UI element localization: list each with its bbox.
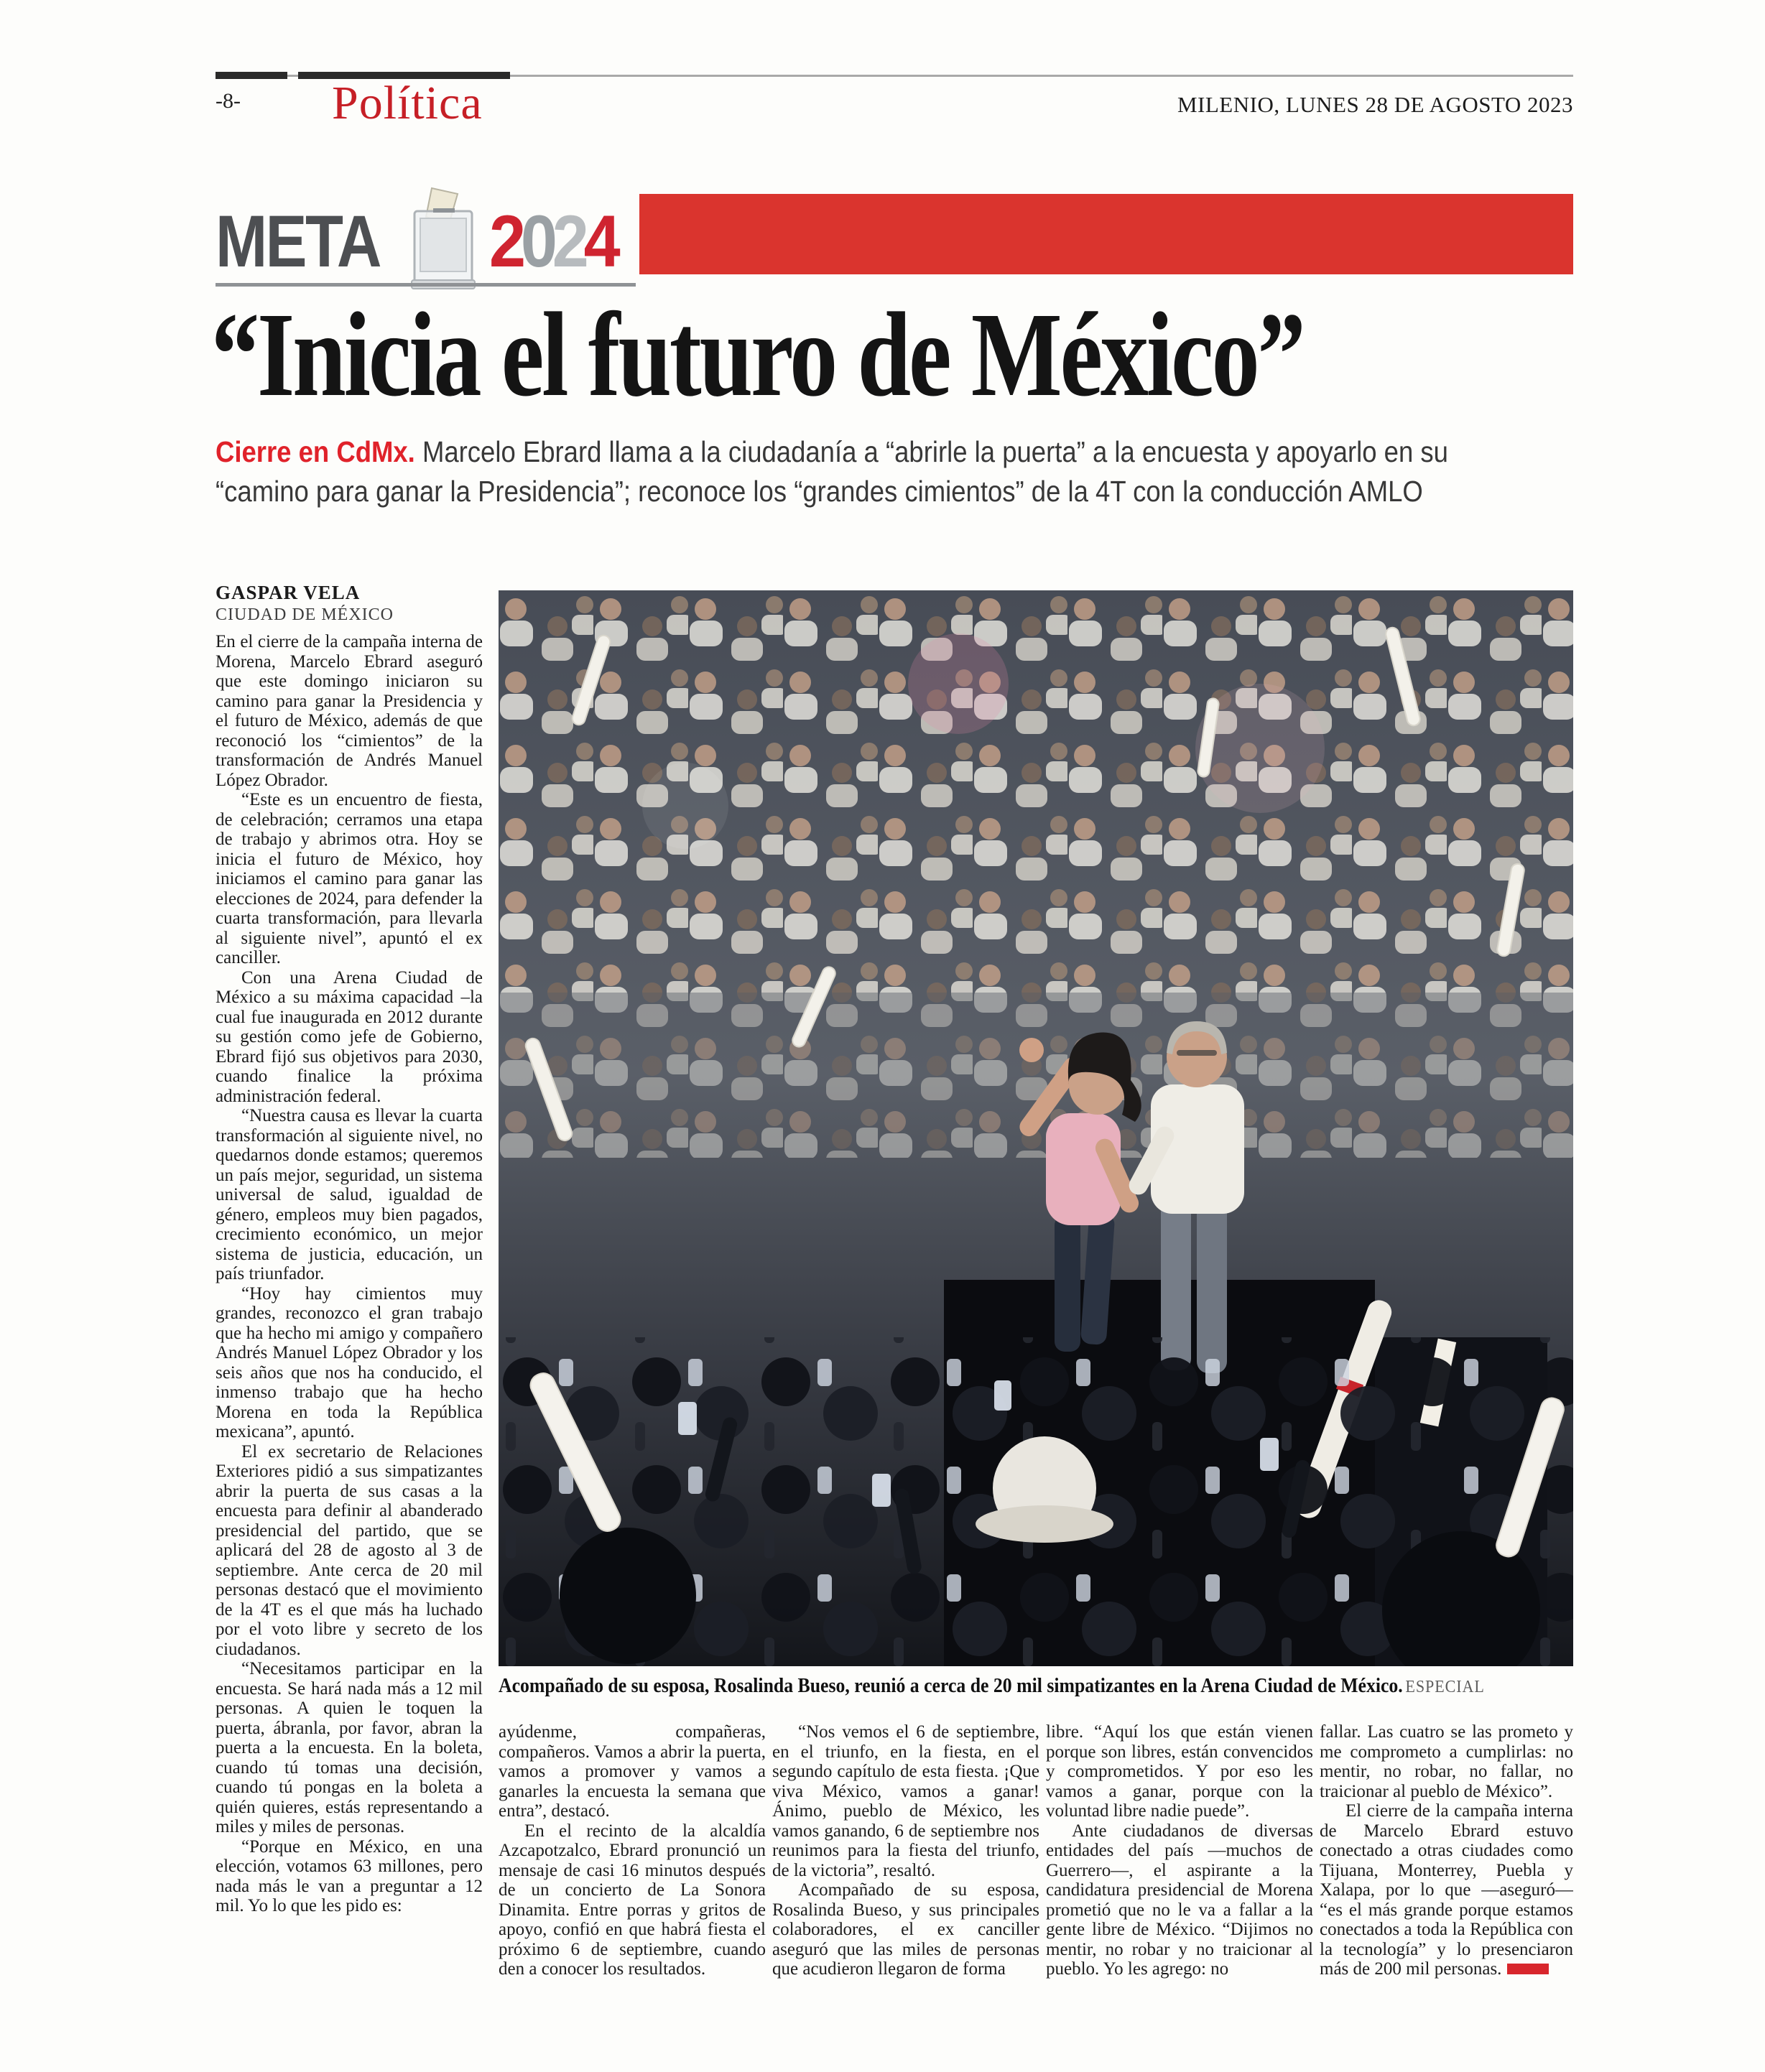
- paragraph: fallar. Las cuatro se las prometo y me comprometo a cumplirlas: no mentir, no robar, no fallar, no traicionar al pueblo de México”.: [1320, 1722, 1573, 1801]
- article-column-5: [1320, 1722, 1573, 2010]
- article-column-1: [216, 632, 483, 2010]
- arena-photo: [499, 590, 1573, 1666]
- edition-dateline: MILENIO, LUNES 28 DE AGOSTO 2023: [1177, 92, 1573, 117]
- paragraph: Ante ciudadanos de diversas entidades del país —muchos de Guerrero—, el aspirante a la candidatura presidencial de Morena prometió que no le va a fallar a la gente libre de México. “Dijimos no mentir, no robar y no traicionar al pueblo. Yo les agrego: no: [1046, 1821, 1313, 1979]
- paragraph: Acompañado de su esposa, Rosalinda Bueso, y sus principales colaboradores, el ex canciller aseguró que las miles de personas que acudieron llegaron de forma: [772, 1880, 1039, 1979]
- page-number: -8-: [216, 89, 241, 113]
- deck-text-1: Marcelo Ebrard llama a la ciudadanía a “abrirle la puerta” a la encuesta y apoyarlo en su: [414, 435, 1448, 468]
- byline-location: CIUDAD DE MÉXICO: [216, 605, 394, 624]
- meta-year: [489, 200, 615, 284]
- meta-2024-red-bar: [639, 194, 1573, 274]
- paragraph: Con una Arena Ciudad de México a su máxima capacidad –la cual fue inaugurada en 2012 durante su gestión como jefe de Gobierno, Ebrard fijó sus objetivos para 2030, cuando finalice la próxima administración federal.: [216, 967, 483, 1106]
- paragraph: “Porque en México, en una elección, votamos 63 millones, pero nada más le van a preguntar a 12 mil. Yo lo que les pido es:: [216, 1836, 483, 1915]
- headline-text: “Inicia el futuro de México”: [211, 288, 1304, 422]
- deck: [216, 435, 1577, 514]
- header-rule-accent-left: [216, 72, 287, 79]
- paragraph: ayúdenme, compañeras, compañeros. Vamos a abrir la puerta, vamos a promover y vamos a ganarles la encuesta la semana que entra”, destacó.: [499, 1722, 766, 1821]
- digit-4: 4: [583, 200, 616, 282]
- paragraph: libre. “Aquí los que están vienen porque son libres, están convencidos y comprometidos. Y por eso les vamos a ganar, porque con la voluntad libre nadie puede”.: [1046, 1722, 1313, 1821]
- article-column-3: [772, 1722, 1039, 2010]
- paragraph: El ex secretario de Relaciones Exteriores pidió a sus simpatizantes abrir la puerta de sus casas a la encuesta para definir al abanderado presidencial del partido, que se aplicará del 28 de agosto al 3 de septiembre. Ante cerca de 20 mil personas destacó que el movimiento de la 4T es el que más ha luchado por el voto libre y secreto de los ciudadanos.: [216, 1441, 483, 1659]
- deck-text-2: “camino para ganar la Presidencia”; reconoce los “grandes cimientos” de la 4T con la conducción AMLO: [216, 475, 1423, 508]
- article-column-4: [1046, 1722, 1313, 2010]
- paragraph: “Este es un encuentro de fiesta, de celebración; cerramos una etapa de trabajo y abrimos otra. Hoy se inicia el futuro de México, hoy iniciamos el camino para ganar las elecciones de 2024, para defender la cuarta transformación, para llevarla al siguiente nivel”, apuntó el ex canciller.: [216, 790, 483, 967]
- deck-kicker: Cierre en CdMx.: [216, 435, 415, 468]
- paragraph: “Nuestra causa es llevar la cuarta transformación al siguiente nivel, no quedarnos donde estamos; queremos un país mejor, seguridad, un sistema universal de salud, igualdad de género, empleos muy bien pagados, crecimiento económico, un mejor sistema de justicia, educación, un país triunfador.: [216, 1106, 483, 1283]
- deck-line-2: [216, 475, 1577, 514]
- deck-line-1: [216, 435, 1577, 475]
- paragraph: “Nos vemos el 6 de septiembre, en el triunfo, en la fiesta, en el segundo capítulo de esta fiesta. ¡Que viva México, vamos a ganar! Ánimo, pueblo de México, les vamos ganando, 6 de septiembre nos reunimos para la fiesta del triunfo, de la victoria”, resaltó.: [772, 1722, 1039, 1880]
- headline: [211, 286, 1576, 437]
- digit-2: 2: [489, 200, 522, 282]
- arena-photo-illustration: [499, 590, 1573, 1666]
- paragraph: En el recinto de la alcaldía Azcapotzalco, Ebrard pronunció un mensaje de casi 16 minutos después de un concierto de La Sonora Dinamita. Entre porras y gritos de apoyo, confió en que habrá fiesta el próximo 6 de septiembre, cuando den a conocer los resultados.: [499, 1821, 766, 1979]
- paragraph: [1320, 1801, 1573, 1979]
- paragraph-text: El cierre de la campaña interna de Marcelo Ebrard estuvo conectado a otras ciudades como Tijuana, Monterrey, Puebla y Xalapa, por lo que —aseguró— “es el más grande porque estamos conectados a toda la República con la tecnología” y lo presenciaron más de 200 mil personas.: [1320, 1801, 1573, 1979]
- paragraph: “Necesitamos participar en la encuesta. Se hará nada más a 12 mil personas. A quien le toquen la puerta, ábranla, por favor, abran la puerta a la encuesta. En la boleta, cuando tú tomas una decisión, cuando tú pongas en la boleta a quién quieres, estás representando a miles y miles de personas.: [216, 1659, 483, 1836]
- meta-2024-logo: [216, 187, 629, 294]
- photo-caption: [499, 1675, 1576, 1698]
- paragraph: “Hoy hay cimientos muy grandes, reconozco el gran trabajo que ha hecho mi amigo y compañero Andrés Manuel López Obrador y los seis años que nos ha conducido, el inmenso trabajo que ha hecho Morena en toda la República mexicana”, apuntó.: [216, 1283, 483, 1441]
- ballot-box-icon: [404, 187, 485, 298]
- section-title: Política: [332, 77, 483, 129]
- paragraph: En el cierre de la campaña interna de Morena, Marcelo Ebrard aseguró que este domingo iniciaron su camino para ganar la Presidencia y el futuro de México, además de que reconoció los “cimientos” de la transformación de Andrés Manuel López Obrador.: [216, 632, 483, 790]
- digit-2b: 2: [552, 200, 584, 282]
- meta-word: META: [216, 200, 380, 282]
- end-of-story-mark: [1507, 1964, 1549, 1974]
- caption-text: Acompañado de su esposa, Rosalinda Bueso, reunió a cerca de 20 mil simpatizantes en la Arena Ciudad de México.: [499, 1675, 1403, 1697]
- photo-credit: ESPECIAL: [1405, 1678, 1485, 1696]
- article-column-2: [499, 1722, 766, 2010]
- byline-author: GASPAR VELA: [216, 582, 361, 603]
- digit-0: 0: [521, 200, 553, 282]
